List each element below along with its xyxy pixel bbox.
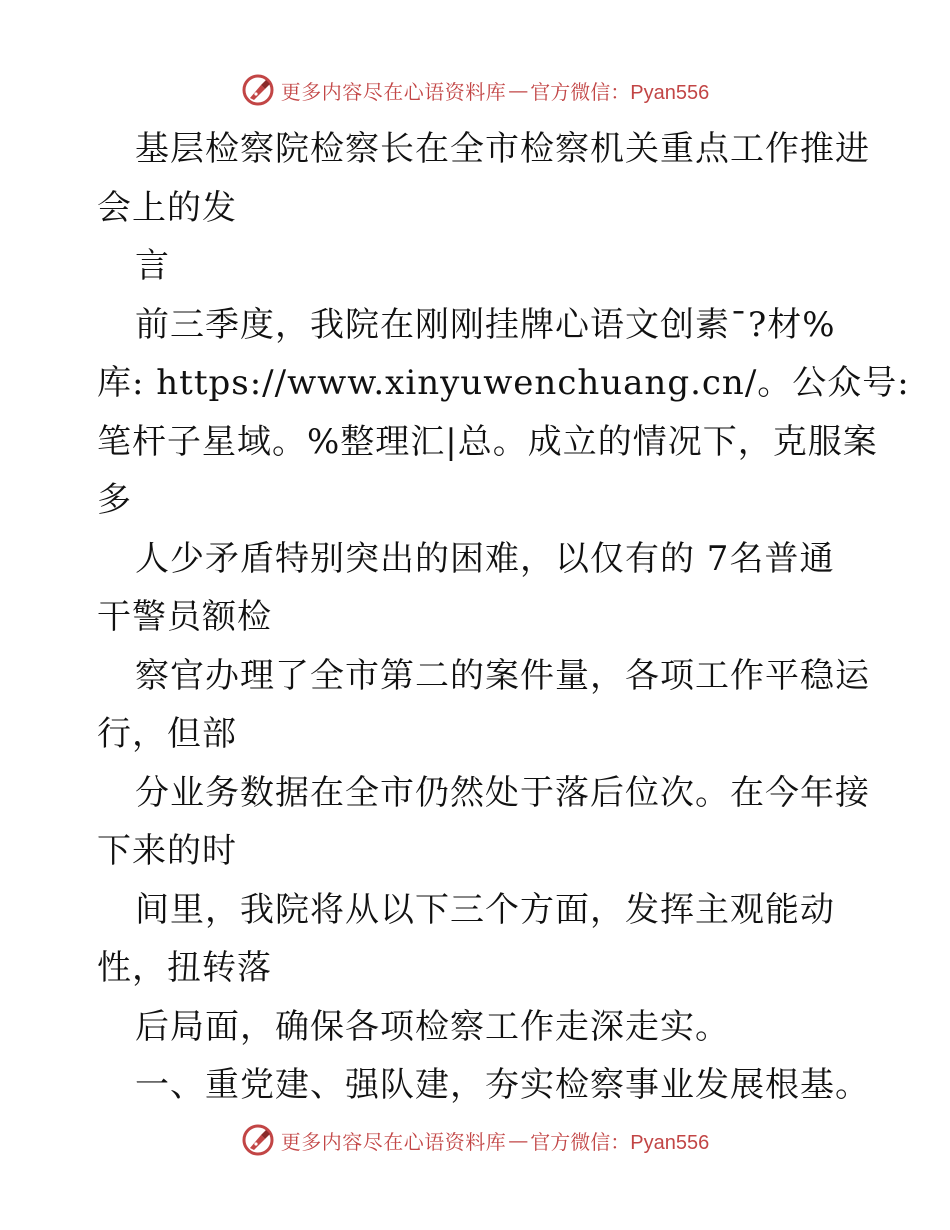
body-line: 行，但部	[97, 714, 237, 754]
body-line: 一、重党建、强队建，夯实检察事业发展根基。	[135, 1065, 870, 1105]
body-line: 多	[97, 480, 132, 520]
watermark-separator: —	[508, 1128, 529, 1152]
footer-watermark	[0, 1120, 950, 1160]
body-line: 后局面，确保各项检察工作走深走实。	[135, 1006, 730, 1047]
body-line: 笔杆子星域。%整理汇|总。成立的情况下，克服案	[97, 421, 878, 462]
pen-nib-logo-icon	[241, 73, 275, 107]
body-line: 分业务数据在全市仍然处于落后位次。在今年接	[135, 772, 870, 813]
body-line: 干警员额检	[97, 597, 272, 637]
body-line: 基层检察院检察长在全市检察机关重点工作推进	[135, 129, 870, 169]
body-line: 性，扭转落	[97, 948, 272, 988]
watermark-separator: —	[508, 78, 529, 102]
watermark-text: 更多内容尽在心语资料库	[280, 1129, 507, 1154]
header-watermark	[0, 70, 950, 110]
body-line: 会上的发	[97, 187, 237, 228]
body-line: 前三季度，我院在刚刚挂牌心语文创素¯?材%	[135, 304, 836, 345]
body-line: 库: https://www.xinyuwenchuang.cn/。公众号:	[97, 363, 910, 403]
document-body	[97, 120, 910, 1115]
watermark-text: 更多内容尽在心语资料库	[280, 79, 507, 104]
pen-nib-logo-icon	[241, 1123, 275, 1157]
body-line: 人少矛盾特别突出的困难，以仅有的 7名普通	[135, 538, 835, 579]
watermark-contact: 官方微信：Pyan556	[530, 81, 710, 104]
watermark-contact: 官方微信：Pyan556	[530, 1131, 710, 1154]
body-line: 下来的时	[97, 831, 237, 871]
body-line: 间里，我院将从以下三个方面，发挥主观能动	[135, 889, 835, 930]
body-line: 言	[135, 246, 170, 286]
body-line: 察官办理了全市第二的案件量，各项工作平稳运	[135, 655, 870, 696]
